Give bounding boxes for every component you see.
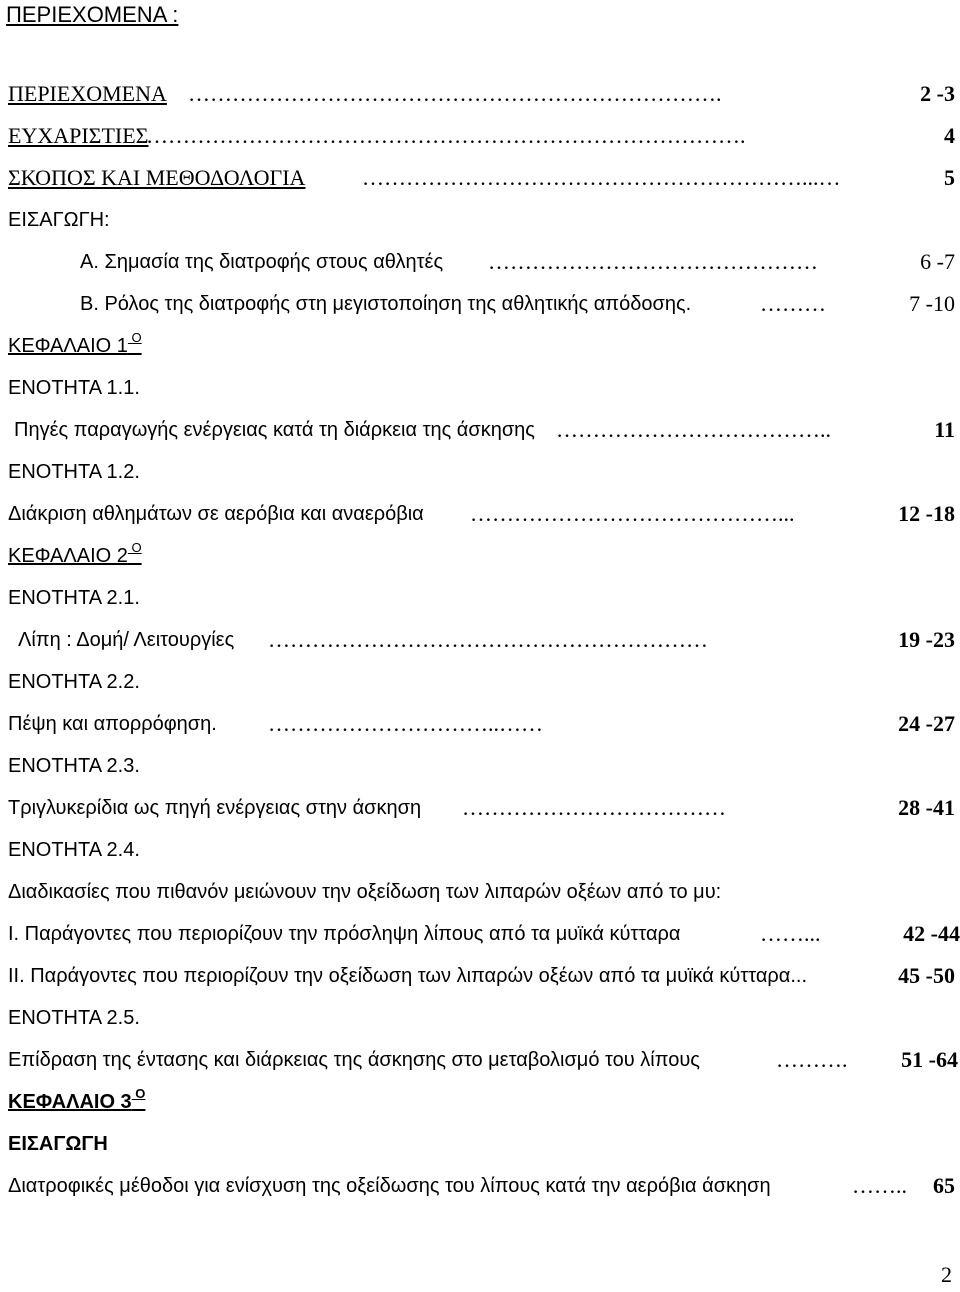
toc-leader-dots: ……………………………………... [470,501,795,526]
toc-entry-label: Ι. Παράγοντες που περιορίζουν την πρόσληψη λίπους από τα μυϊκά κύτταρα [8,923,681,945]
toc-entry-label: ΕΝΟΤΗΤΑ 2.4. [8,839,140,861]
toc-entry-label: ΕΝΟΤΗΤΑ 2.1. [8,587,140,609]
toc-entry [0,920,960,948]
toc-entry-label: ΕΙΣΑΓΩΓΗ: [8,209,110,231]
toc-entry-superscript: Ο [131,1086,146,1102]
toc-page-ref: 24 -27 [898,711,955,736]
toc-entry-label: Τριγλυκερίδια ως πηγή ενέργειας στην άσκηση [8,797,422,819]
toc-entry-label: Α. Σημασία της διατροφής στους αθλητές [80,251,444,273]
toc-entry [0,1004,960,1032]
toc-entry [0,836,960,864]
toc-entry [0,206,960,234]
toc-entry-label: Επίδραση της έντασης και διάρκειας της άσκησης στο μεταβολισμό του λίπους [8,1049,700,1071]
toc-entry [0,248,960,276]
toc-page-ref: 12 -18 [898,501,955,526]
toc-entry [0,542,960,570]
toc-entry-label: ΕΙΣΑΓΩΓΗ [8,1133,108,1155]
toc-entry-label: ΕΝΟΤΗΤΑ 2.3. [8,755,140,777]
toc-entry [0,668,960,696]
toc-entry [0,710,960,738]
toc-entry [0,794,960,822]
toc-entry [0,416,960,444]
toc-leader-dots: …………………………………………………… [268,627,708,652]
toc-entry-label: ΚΕΦΑΛΑΙΟ 2 $^O$ [8,540,142,567]
toc-entry [0,290,960,318]
toc-entry [0,1130,960,1158]
toc-entry-label: ΠΕΡΙΕΧΟΜΕΝΑ [8,81,167,106]
toc-page-ref: 7 -10 [909,291,955,316]
toc-entry [0,122,960,150]
toc-leader-dots: ………………………………………………………………………. [146,123,746,148]
toc-entry-label: Διαδικασίες που πιθανόν μειώνουν την οξείδωση των λιπαρών οξέων από το μυ: [8,881,722,903]
toc-entry [0,962,960,990]
toc-entry-label: ΕΝΟΤΗΤΑ 2.5. [8,1007,140,1029]
toc-leader-dots: ……………………………………… [488,249,818,274]
toc-entry-label: Διατροφικές μέθοδοι για ενίσχυση της οξείδωσης του λίπους κατά την αερόβια άσκηση [8,1175,771,1197]
toc-entry-label: ΕΝΟΤΗΤΑ 1.1. [8,377,140,399]
toc-entry [0,332,960,360]
toc-entry-superscript: Ο [127,540,142,556]
toc-leader-dots: ……... [760,921,821,946]
toc-entry [0,584,960,612]
toc-entry [0,1046,960,1074]
toc-entry-label: Πηγές παραγωγής ενέργειας κατά τη διάρκεια της άσκησης [14,419,535,441]
toc-entry [0,458,960,486]
toc-page-ref: 51 -64 [901,1047,958,1072]
toc-leader-dots: ……………………………….. [556,417,831,442]
toc-entry-label: ΕΝΟΤΗΤΑ 1.2. [8,461,140,483]
toc-page-ref: 45 -50 [898,963,955,988]
toc-entry-superscript: Ο [127,330,142,346]
toc-entry [0,164,960,192]
page-number: 2 [941,1262,952,1287]
toc-page-ref: 11 [934,417,955,442]
toc-page-ref: 65 [933,1173,955,1198]
toc-entry [0,752,960,780]
toc-page-ref: 42 -44 [903,921,960,946]
toc-entry [0,374,960,402]
toc-leader-dots: ……… [760,291,826,316]
toc-entry-label: ΕΥΧΑΡΙΣΤΙΕΣ [8,123,149,148]
toc-leader-dots: ………………………………………………………………. [188,81,722,106]
toc-entry [0,80,960,108]
toc-entry [0,626,960,654]
toc-page-ref: 6 -7 [920,249,955,274]
toc-entry-label: ΙΙ. Παράγοντες που περιορίζουν την οξείδωση των λιπαρών οξέων από τα μυϊκά κύτταρα... [8,965,808,987]
toc-leader-dots: ……………………………… [462,795,726,820]
toc-entry-label: Πέψη και απορρόφηση. [8,713,217,735]
toc-leader-dots: …………………………..…… [268,711,543,736]
toc-leader-dots: …….. [852,1173,907,1198]
toc-entry [0,500,960,528]
toc-page-ref: 5 [944,165,955,190]
toc-heading: ΠΕΡΙΕΧΟΜΕΝΑ : [6,2,179,27]
toc-leader-dots: ……………………………………………………...… [362,165,841,190]
toc-entry-label: Λίπη : Δομή/ Λειτουργίες [18,629,235,651]
toc-entry-label: Διάκριση αθλημάτων σε αερόβια και αναερόβια [8,503,424,525]
toc-entry-label: ΣΚΟΠΟΣ ΚΑΙ ΜΕΘΟΔΟΛΟΓΙΑ [8,165,306,190]
toc-page-ref: 2 -3 [920,81,955,106]
toc-entry-label: ΚΕΦΑΛΑΙΟ 1 $^O$ [8,330,142,357]
toc-page-ref: 4 [944,123,955,148]
toc-entry [0,1088,960,1116]
toc-page-ref: 19 -23 [898,627,955,652]
toc-entry-label: Β. Ρόλος της διατροφής στη μεγιστοποίηση της αθλητικής απόδοσης. [80,293,692,315]
toc-leader-dots: ………. [776,1047,848,1072]
toc-entry-label: ΕΝΟΤΗΤΑ 2.2. [8,671,140,693]
toc-entry [0,1172,960,1200]
toc-page-ref: 28 -41 [898,795,955,820]
toc-entry-label: ΚΕΦΑΛΑΙΟ 3 $^O$ [8,1086,146,1113]
toc-entry [0,878,960,906]
